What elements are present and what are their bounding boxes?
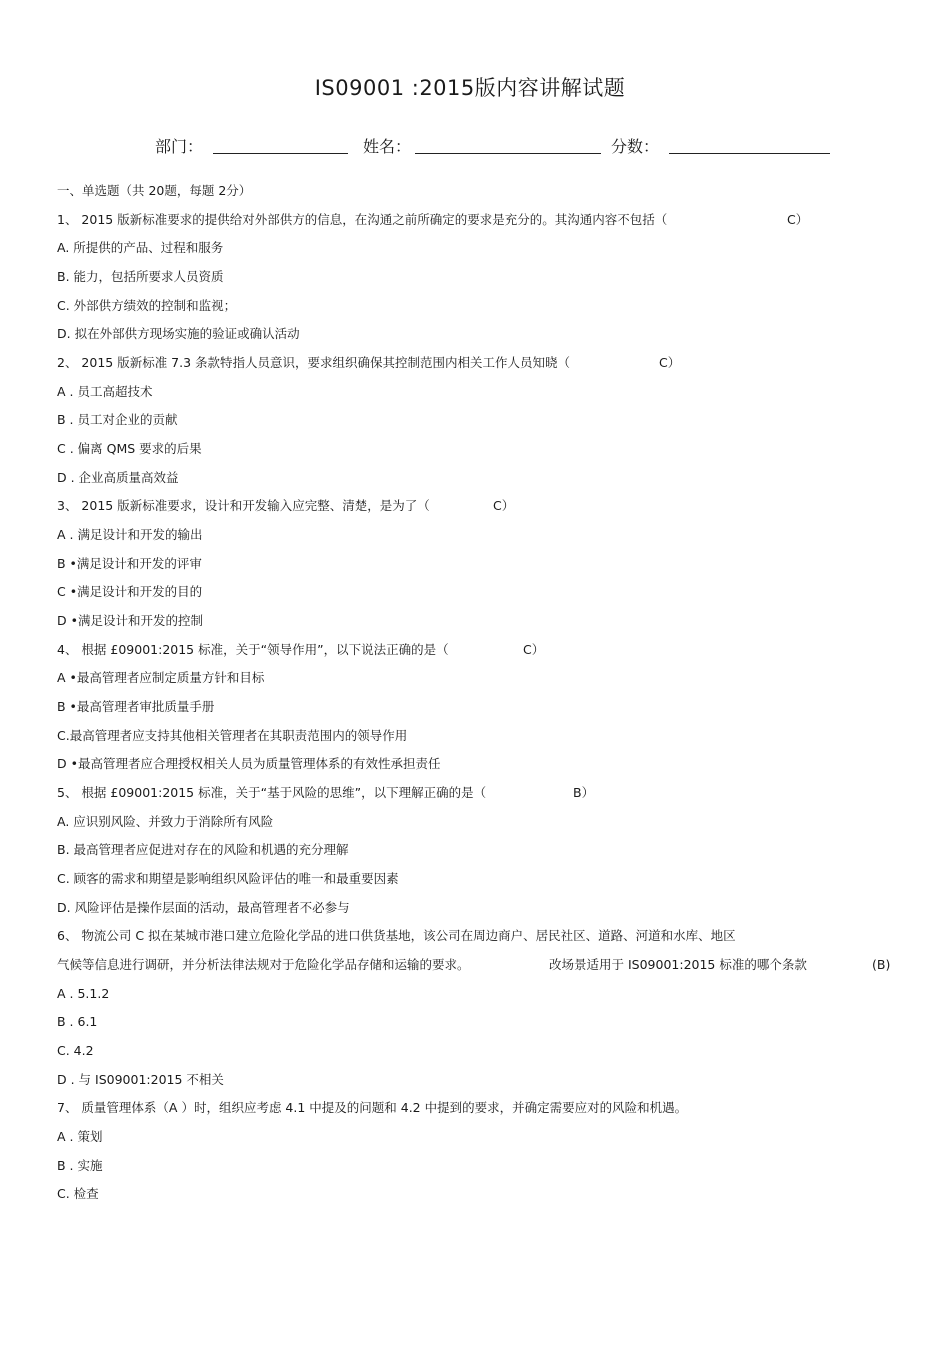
option: D. 拟在外部供方现场实施的验证或确认活动 (57, 326, 300, 341)
option: A . 员工高超技术 (57, 384, 153, 399)
page-title: IS09001 :2015版内容讲解试题 (314, 76, 626, 100)
option: A •最高管理者应制定质量方针和目标 (57, 670, 265, 685)
option: D . 企业高质量高效益 (57, 470, 179, 485)
option: C •满足设计和开发的目的 (57, 584, 203, 599)
option: B •满足设计和开发的评审 (57, 556, 202, 571)
question-text: 7、 质量管理体系（A ）时，组织应考虑 4.1 中提及的问题和 4.2 中提到的要求，并确定需要应对的风险和机遇。 (57, 1100, 688, 1115)
section-heading: 一、单选题（共 20题，每题 2分） (57, 183, 252, 198)
option: B . 6.1 (57, 1014, 98, 1029)
option: A. 所提供的产品、过程和服务 (57, 240, 224, 255)
dept-blank[interactable] (213, 153, 348, 154)
question-text: 3、 2015 版新标准要求，设计和开发输入应完整、清楚，是为了（ (57, 498, 430, 513)
question-answer: C） (523, 642, 545, 657)
option: B . 实施 (57, 1158, 103, 1173)
question-text: 6、 物流公司 C 拟在某城市港口建立危险化学品的进口供货基地，该公司在周边商户、居民社区、道路、河道和水库、地区 (57, 928, 736, 943)
question-answer: (B) (872, 957, 891, 972)
score-blank[interactable] (669, 153, 830, 154)
option: C.最高管理者应支持其他相关管理者在其职责范围内的领导作用 (57, 728, 408, 743)
option: B. 能力，包括所要求人员资质 (57, 269, 224, 284)
question-text: 2、 2015 版新标准 7.3 条款特指人员意识，要求组织确保其控制范围内相关工作人员知晓（ (57, 355, 571, 370)
name-label: 姓名： (363, 137, 412, 156)
question-text: 4、 根据 £09001:2015 标准，关于“领导作用”，以下说法正确的是（ (57, 642, 449, 657)
option: B •最高管理者审批质量手册 (57, 699, 215, 714)
score-label: 分数： (611, 137, 660, 156)
option: C. 外部供方绩效的控制和监视； (57, 298, 237, 313)
question-answer: C） (493, 498, 515, 513)
option: A. 应识别风险、并致力于消除所有风险 (57, 814, 274, 829)
option: C. 顾客的需求和期望是影响组织风险评估的唯一和最重要因素 (57, 871, 399, 886)
option: C . 偏离 QMS 要求的后果 (57, 441, 202, 456)
option: C. 检查 (57, 1186, 99, 1201)
option: A . 5.1.2 (57, 986, 110, 1001)
option: D •满足设计和开发的控制 (57, 613, 203, 628)
option: B. 最高管理者应促进对存在的风险和机遇的充分理解 (57, 842, 349, 857)
option: C. 4.2 (57, 1043, 94, 1058)
option: D •最高管理者应合理授权相关人员为质量管理体系的有效性承担责任 (57, 756, 441, 771)
question-text: 5、 根据 £09001:2015 标准，关于“基于风险的思维”，以下理解正确的是（ (57, 785, 487, 800)
option: A . 满足设计和开发的输出 (57, 527, 203, 542)
question-text-continued: 气候等信息进行调研，并分析法律法规对于危险化学品存储和运输的要求。 (57, 957, 470, 972)
dept-label: 部门： (155, 137, 204, 156)
question-text-continued: 改场景适用于 IS09001:2015 标准的哪个条款 (549, 957, 807, 972)
option: B . 员工对企业的贡献 (57, 412, 178, 427)
option: A . 策划 (57, 1129, 103, 1144)
question-answer: B） (573, 785, 595, 800)
option: D. 风险评估是操作层面的活动，最高管理者不必参与 (57, 900, 350, 915)
question-text: 1、 2015 版新标准要求的提供给对外部供方的信息，在沟通之前所确定的要求是充分的。其沟通内容不包括（ (57, 212, 668, 227)
question-answer: C） (787, 212, 809, 227)
option: D . 与 IS09001:2015 不相关 (57, 1072, 224, 1087)
question-answer: C） (659, 355, 681, 370)
name-blank[interactable] (415, 153, 601, 154)
